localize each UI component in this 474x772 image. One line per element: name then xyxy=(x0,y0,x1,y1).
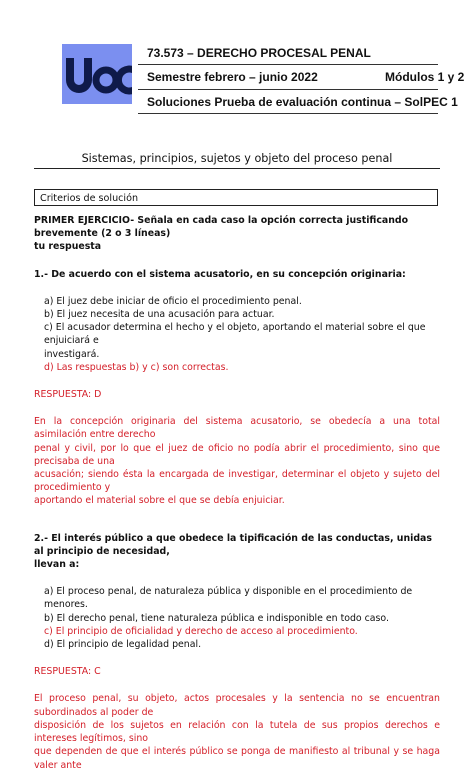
option-d-correct: d) Las respuestas b) y c) son correctas. xyxy=(44,361,229,373)
document-body xyxy=(34,214,440,772)
question-1: 1.- De acuerdo con el sistema acusatorio, en su concepción originaria: xyxy=(34,268,406,280)
question-2-cont: llevan a: xyxy=(34,559,80,571)
header-divider xyxy=(138,113,438,114)
header-divider xyxy=(138,89,438,90)
exercise-title: PRIMER EJERCICIO- Señala en cada caso la opción correcta justificando brevemente (2 o 3 líneas) xyxy=(34,215,409,240)
answer-1: RESPUESTA: D xyxy=(34,389,102,401)
option-a: a) El juez debe iniciar de oficio el procedimiento penal. xyxy=(44,295,302,307)
explanation-line: que dependen de que el interés público se ponga de manifiesto al tribunal y se haga valer ante xyxy=(34,746,440,771)
explanation-line: aportando el material sobre el que se debía enjuiciar. xyxy=(34,495,285,507)
explanation-line: En la concepción originaria del sistema acusatorio, se obedecía a una total asimilación entre derecho xyxy=(34,416,440,441)
option-d: d) El principio de legalidad penal. xyxy=(44,639,202,651)
explanation-1 xyxy=(34,415,440,507)
uoc-logo-icon xyxy=(62,44,132,104)
option-a: a) El proceso penal, de naturaleza pública y disponible en el procedimiento de menores. xyxy=(44,586,413,611)
question-2: 2.- El interés público a que obedece la tipificación de las conductas, unidas al principio de necesidad, xyxy=(34,532,432,557)
header-divider xyxy=(138,64,438,65)
explanation-line: penal y civil, por lo que el juez de oficio no podía abrir el procedimiento, sino que precisaba de una xyxy=(34,442,440,467)
option-b: b) El derecho penal, tiene naturaleza pública e indisponible en todo caso. xyxy=(44,612,389,624)
section-title: Sistemas, principios, sujetos y objeto del proceso penal xyxy=(81,152,393,165)
test-title: Soluciones Prueba de evaluación continua – SolPEC 1 xyxy=(147,95,458,109)
option-b: b) El juez necesita de una acusación para actuar. xyxy=(44,309,275,321)
criteria-label: Criterios de solución xyxy=(40,193,139,204)
option-c-cont: investigará. xyxy=(44,348,100,360)
explanation-line: disposición de los sujetos en relación con la tutela de sus propios derechos e intereses legítimos, sino xyxy=(34,719,440,745)
section-divider xyxy=(34,168,440,169)
option-c-correct: c) El principio de oficialidad y derecho de acceso al procedimiento. xyxy=(44,625,358,637)
explanation-2 xyxy=(34,692,440,771)
modules-label: Módulos 1 y 2 xyxy=(385,70,465,84)
exercise-title-cont: tu respuesta xyxy=(34,241,102,253)
question-2-options xyxy=(34,585,440,651)
criteria-box xyxy=(34,189,438,206)
answer-2: RESPUESTA: C xyxy=(34,666,101,678)
question-1-options xyxy=(34,295,440,374)
course-title: 73.573 – DERECHO PROCESAL PENAL xyxy=(147,46,371,60)
uoc-logo xyxy=(62,44,132,104)
explanation-line: El proceso penal, su objeto, actos procesales y la sentencia no se encuentran subordinados al poder de xyxy=(34,693,440,718)
option-c: c) El acusador determina el hecho y el objeto, aportando el material sobre el que enjuiciará e xyxy=(44,322,426,347)
semester-label: Semestre febrero – junio 2022 xyxy=(147,70,318,84)
explanation-line: acusación; siendo ésta la encargada de investigar, determinar el objeto y sujeto del procedimiento y xyxy=(34,469,440,494)
